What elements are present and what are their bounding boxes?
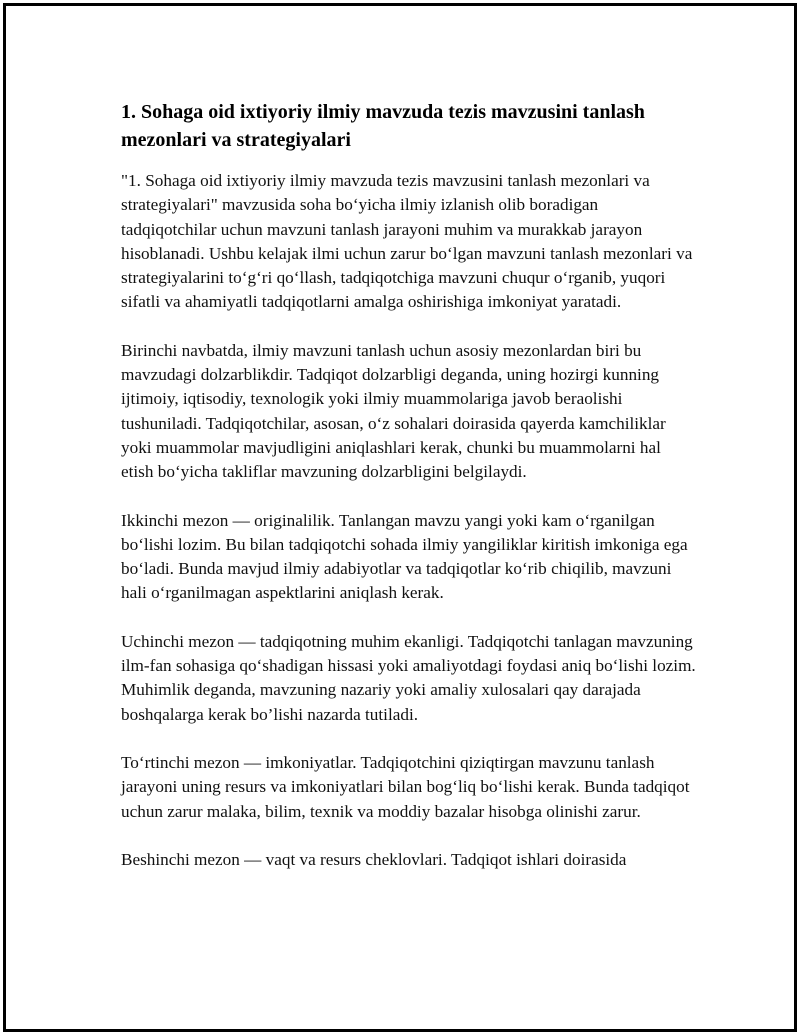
paragraph-first-criterion: Birinchi navbatda, ilmiy mavzuni tanlash uchun asosiy mezonlardan biri bu mavzudagi dolzarblikdir. Tadqiqot dolzarbligi deganda, uning hozirgi kunning ijtimoiy, iqtisodiy, texnologik yoki ilmiy muammolariga javob beraolishi tushuniladi. Tadqiqotchilar, asosan, o‘z sohalari doirasida qayerda kamchiliklar yoki muammolar mavjudligini aniqlashlari kerak, chunki bu muammolarni hal etish bo‘yicha takliflar mavzuning dolzarbligini belgilaydi. [121,340,666,482]
paragraph-second-criterion: Ikkinchi mezon — originalilik. Tanlangan mavzu yangi yoki kam o‘rganilgan bo‘lishi lozim. Bu bilan tadqiqotchi sohada ilmiy yangiliklar kiritish imkoniga ega bo‘ladi. Bunda mavjud ilmiy adabiyotlar va tadqiqotlar ko‘rib chiqilib, mavzuni hali o‘rganilmagan aspektlarini aniqlash kerak. [121,510,688,603]
page-frame [3,3,797,1032]
document-body [121,98,696,872]
paragraph-fifth-criterion: Beshinchi mezon — vaqt va resurs cheklovlari. Tadqiqot ishlari doirasida [121,849,627,869]
paragraph-third-criterion: Uchinchi mezon — tadqiqotning muhim ekanligi. Tadqiqotchi tanlagan mavzuning ilm-fan sohasiga qo‘shadigan hissasi yoki amaliyotdagi foydasi aniq bo‘lishi lozim. Muhimlik deganda, mavzuning nazariy yoki amaliy xulosalari qay darajada boshqalarga kerak bo’lishi nazarda tutiladi. [121,631,696,724]
document-heading: 1. Sohaga oid ixtiyoriy ilmiy mavzuda tezis mavzusini tanlash mezonlari va strategiyalari [121,101,645,151]
paragraph-intro: "1. Sohaga oid ixtiyoriy ilmiy mavzuda tezis mavzusini tanlash mezonlari va strategiyalari" mavzusida soha bo‘yicha ilmiy izlanish olib boradigan tadqiqotchilar uchun mavzuni tanlash jarayoni muhim va murakkab jarayon hisoblanadi. Ushbu kelajak ilmi uchun zarur bo‘lgan mavzuni tanlash mezonlari va strategiyalarini to‘g‘ri qo‘llash, tadqiqotchiga mavzuni chuqur o‘rganib, yuqori sifatli va ahamiyatli tadqiqotlarni amalga oshirishiga imkoniyat yaratadi. [121,171,693,312]
paragraph-fourth-criterion: To‘rtinchi mezon — imkoniyatlar. Tadqiqotchini qiziqtirgan mavzunu tanlash jarayoni uning resurs va imkoniyatlari bilan bog‘liq bo‘lishi kerak. Bunda tadqiqot uchun zarur malaka, bilim, texnik va moddiy bazalar hisobga olinishi zarur. [121,752,690,821]
